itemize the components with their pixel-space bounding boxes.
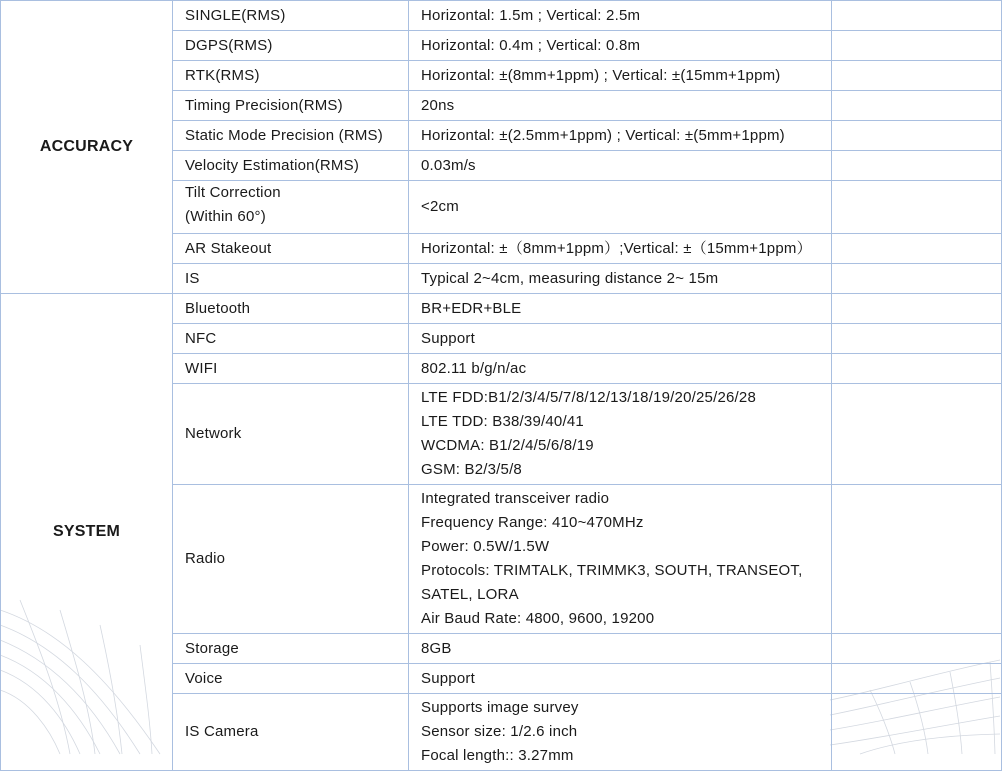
- spec-label-cell: [173, 664, 409, 694]
- empty-cell: [832, 324, 1002, 354]
- spec-label: Static Mode Precision (RMS): [185, 126, 383, 144]
- spec-value-cell: [409, 151, 832, 181]
- spec-value-cell: [409, 664, 832, 694]
- spec-value: Support: [421, 329, 475, 347]
- spec-value: Horizontal: ±（8mm+1ppm）;Vertical: ±（15mm+1ppm）: [421, 239, 812, 257]
- spec-value-cell: [409, 294, 832, 324]
- spec-label-cell: [173, 694, 409, 771]
- spec-value: BR+EDR+BLE: [421, 299, 522, 317]
- empty-cell: [832, 384, 1002, 485]
- spec-value-cell: [409, 384, 832, 485]
- spec-value-cell: [409, 121, 832, 151]
- spec-value-cell: [409, 91, 832, 121]
- spec-value-cell: [409, 61, 832, 91]
- spec-value: Power: 0.5W/1.5W: [421, 538, 550, 555]
- empty-cell: [832, 1, 1002, 31]
- spec-value: WCDMA: B1/2/4/5/6/8/19: [421, 437, 594, 454]
- empty-cell: [832, 294, 1002, 324]
- spec-label-cell: [173, 151, 409, 181]
- spec-label-cell: [173, 485, 409, 634]
- empty-cell: [832, 121, 1002, 151]
- spec-label: AR Stakeout: [185, 239, 272, 257]
- spec-label-cell: [173, 61, 409, 91]
- spec-label: Velocity Estimation(RMS): [185, 156, 360, 174]
- spec-label-cell: [173, 294, 409, 324]
- empty-cell: [832, 31, 1002, 61]
- table-row: [1, 1, 1002, 31]
- empty-cell: [832, 694, 1002, 771]
- spec-value-cell: [409, 181, 832, 234]
- spec-label: Radio: [185, 550, 226, 567]
- spec-label-cell: [173, 264, 409, 294]
- spec-value: 8GB: [421, 639, 452, 657]
- spec-value: Focal length:: 3.27mm: [421, 747, 574, 764]
- spec-label: NFC: [185, 329, 217, 347]
- spec-label: WIFI: [185, 359, 218, 377]
- spec-label: Voice: [185, 669, 223, 687]
- empty-cell: [832, 151, 1002, 181]
- spec-value: Horizontal: ±(2.5mm+1ppm) ; Vertical: ±(5mm+1ppm): [421, 126, 785, 144]
- empty-cell: [832, 234, 1002, 264]
- spec-value: SATEL, LORA: [421, 586, 519, 603]
- empty-cell: [832, 485, 1002, 634]
- spec-value: LTE FDD:B1/2/3/4/5/7/8/12/13/18/19/20/25/26/28: [421, 389, 756, 406]
- spec-label-cell: [173, 31, 409, 61]
- spec-label-cell: [173, 384, 409, 485]
- spec-label: IS Camera: [185, 723, 259, 740]
- spec-value: 20ns: [421, 96, 455, 114]
- spec-value: Horizontal: 1.5m ; Vertical: 2.5m: [421, 6, 641, 24]
- spec-label-cell: [173, 181, 409, 234]
- spec-value: Horizontal: 0.4m ; Vertical: 0.8m: [421, 36, 641, 54]
- empty-cell: [832, 634, 1002, 664]
- spec-value: Air Baud Rate: 4800, 9600, 19200: [421, 610, 655, 627]
- spec-value: LTE TDD: B38/39/40/41: [421, 413, 584, 430]
- spec-label: (Within 60°): [185, 208, 266, 225]
- spec-value: Support: [421, 669, 475, 687]
- spec-label: SINGLE(RMS): [185, 6, 286, 24]
- spec-label-cell: [173, 1, 409, 31]
- spec-value-cell: [409, 354, 832, 384]
- spec-label: Network: [185, 425, 242, 442]
- empty-cell: [832, 264, 1002, 294]
- spec-value: Frequency Range: 410~470MHz: [421, 514, 644, 531]
- spec-label: RTK(RMS): [185, 66, 260, 84]
- spec-value-cell: [409, 264, 832, 294]
- spec-label: Storage: [185, 639, 239, 657]
- spec-label: Tilt Correction: [185, 184, 281, 201]
- spec-value: Sensor size: 1/2.6 inch: [421, 723, 578, 740]
- category-label: SYSTEM: [1, 294, 173, 771]
- spec-value: GSM: B2/3/5/8: [421, 461, 522, 478]
- empty-cell: [832, 181, 1002, 234]
- spec-label-cell: [173, 234, 409, 264]
- spec-label-cell: [173, 324, 409, 354]
- table-row: [1, 294, 1002, 324]
- spec-value: Typical 2~4cm, measuring distance 2~ 15m: [421, 269, 719, 287]
- spec-value: Integrated transceiver radio: [421, 490, 610, 507]
- spec-label: Bluetooth: [185, 299, 251, 317]
- spec-value-cell: [409, 694, 832, 771]
- spec-value-cell: [409, 234, 832, 264]
- spec-table-body: [1, 1, 1002, 771]
- empty-cell: [832, 91, 1002, 121]
- spec-label-cell: [173, 91, 409, 121]
- spec-value-cell: [409, 1, 832, 31]
- spec-value: 802.11 b/g/n/ac: [421, 359, 527, 377]
- empty-cell: [832, 354, 1002, 384]
- empty-cell: [832, 61, 1002, 91]
- spec-value: 0.03m/s: [421, 156, 476, 174]
- empty-cell: [832, 664, 1002, 694]
- spec-label-cell: [173, 121, 409, 151]
- spec-value: Supports image survey: [421, 699, 579, 716]
- spec-label: Timing Precision(RMS): [185, 96, 343, 114]
- spec-value-cell: [409, 31, 832, 61]
- spec-value: Protocols: TRIMTALK, TRIMMK3, SOUTH, TRANSEOT,: [421, 562, 803, 579]
- spec-label-cell: [173, 634, 409, 664]
- spec-label: IS: [185, 269, 200, 287]
- spec-value: Horizontal: ±(8mm+1ppm) ; Vertical: ±(15mm+1ppm): [421, 66, 781, 84]
- spec-value-cell: [409, 485, 832, 634]
- spec-value-cell: [409, 634, 832, 664]
- spec-value: <2cm: [421, 198, 459, 215]
- spec-label-cell: [173, 354, 409, 384]
- spec-label: DGPS(RMS): [185, 36, 273, 54]
- spec-value-cell: [409, 324, 832, 354]
- category-label: ACCURACY: [1, 1, 173, 294]
